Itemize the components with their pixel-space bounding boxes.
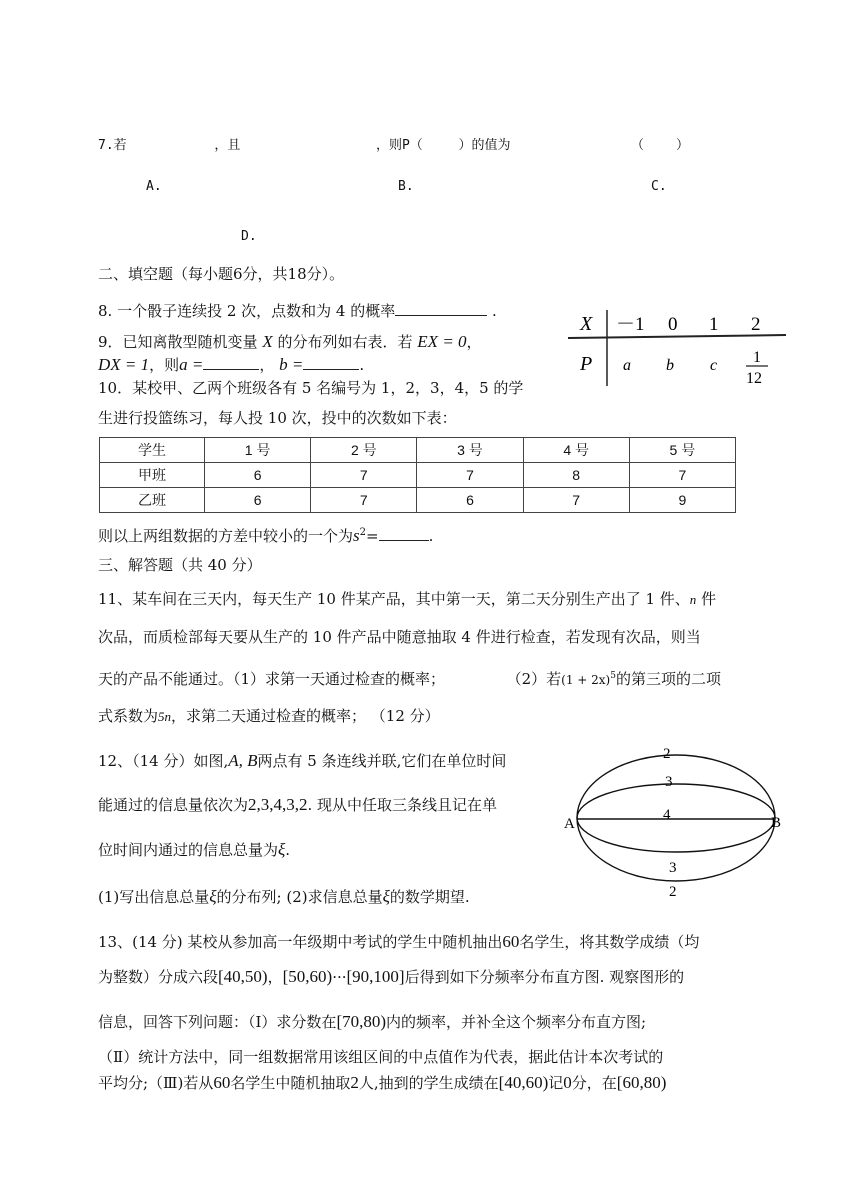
node-b-label: B (771, 815, 782, 831)
header-cell: 1 号 (205, 438, 311, 463)
q11-line2: 次品，而质检部每天要从生产的 10 件产品中随意抽取 4 件进行检查，若发现有次品，则当 (98, 628, 701, 646)
q8-line (98, 301, 497, 321)
q11-part3: 的第三项的二项 (615, 670, 721, 688)
table-frac-num: 1 (753, 349, 761, 366)
table-p-c: c (710, 357, 718, 374)
q13-interval-4: [70,80) (336, 1012, 387, 1031)
q7-then: ，则P（ (375, 138, 423, 153)
header-cell: 5 号 (629, 438, 735, 463)
q12-text3: 位时间内通过的信息总量为 (98, 841, 279, 859)
q10-after: 则以上两组数据的方差中较小的一个为$s^2=$ . (98, 526, 434, 545)
table-x-val-0: －1 (616, 314, 645, 335)
q12-line4 (98, 887, 470, 907)
q12-text2: 能通过的信息量依次为 (98, 796, 249, 814)
table-x-label: X (580, 313, 593, 335)
q13-text3b: 内的频率，并补全这个频率分布直方图; (386, 1013, 647, 1031)
table-x-val-3: 2 (751, 314, 761, 335)
q7-and: ，且 (214, 138, 241, 153)
table-cell: 7 (311, 463, 417, 488)
q9-blank-a (203, 355, 259, 370)
q13-text5e: 分，在 (571, 1074, 617, 1092)
node-a-label: A (564, 816, 575, 832)
q11-text1: 11、某车间在三天内，每天生产 10 件某产品，其中第一天，第二天分别生产出了 1 件、 (98, 590, 690, 608)
q13-60b: 60 (213, 1073, 231, 1092)
q11-part2: （2）若 (506, 670, 562, 688)
q12-xi: ξ (278, 840, 286, 859)
q11-part4: 式系数为 (98, 707, 159, 725)
table-row (100, 488, 736, 513)
q11-part1: 天的产品不能通过。（1）求第一天通过检查的概率； (98, 670, 446, 688)
header-cell: 学生 (100, 438, 205, 463)
q13-text1: 13、(14 分) 某校从参加高一年级期中考试的学生中随机抽出 (98, 933, 503, 951)
table-cell: 8 (523, 463, 629, 488)
line-label-top: 2 (663, 746, 671, 762)
q12-xi-3: ξ (382, 887, 390, 906)
q9-var: X (262, 332, 273, 351)
q12-text1b: 两点有 5 条连线并联,它们在单位时间 (257, 752, 507, 770)
q13-sep: ， (267, 968, 283, 986)
q12-line1 (98, 751, 506, 771)
q7-line (98, 134, 510, 153)
q8-blank (395, 301, 487, 316)
q10-after-text: 则以上两组数据的方差中较小的一个为 (98, 527, 354, 545)
q11-part5: ，求第二天通过检查的概率； （12 分） (171, 707, 440, 725)
q13-interval-3: [90,100] (346, 967, 405, 986)
q9-blank-b (303, 355, 359, 370)
q13-interval-6: [60,80) (616, 1073, 667, 1092)
line-label-bottom: 2 (669, 884, 677, 900)
q8-end: . (492, 302, 497, 320)
q9-then: ，则 (149, 356, 180, 374)
q10-s: s (353, 526, 360, 545)
q10-line2: 生进行投篮练习，每人投 10 次，投中的次数如下表： (98, 409, 457, 427)
q11-line3 (98, 666, 721, 690)
table-cell: 7 (311, 488, 417, 513)
q7-number: 7.若 (98, 138, 127, 153)
q13-interval-2: [50,60) (282, 967, 333, 986)
header-cell: 4 号 (523, 438, 629, 463)
q13-line2 (98, 967, 684, 987)
table-cell: 7 (523, 488, 629, 513)
table-cell: 7 (629, 463, 735, 488)
table-frac-den: 12 (746, 370, 762, 387)
q9-line2: DX = 1，则a = ， b = . (98, 355, 365, 374)
header-cell: 2 号 (311, 438, 417, 463)
q12-text2b: . 现从中任取三条线且记在单 (307, 796, 498, 814)
q11-expr: (1 + 2x) (561, 673, 611, 687)
q12-text4b: 的分布列; (2)求信息总量 (216, 888, 383, 906)
q13-60: 60 (502, 932, 520, 951)
q11-exp: 5 (610, 671, 616, 681)
q13-text3: 信息，回答下列问题：（Ⅰ）求分数在 (98, 1013, 337, 1031)
q13-text1b: 名学生，将其数学成绩（均 (519, 933, 700, 951)
q9-ex: EX = 0 (417, 332, 467, 351)
q13-0: 0 (563, 1073, 572, 1092)
q7-value: ）的值为 (458, 138, 511, 153)
q13-dots: ··· (332, 968, 347, 986)
q9-text1: 9．已知离散型随机变量 (98, 333, 258, 351)
q8-text: 8. 一个骰子连续投 2 次，点数和为 4 的概率 (98, 302, 396, 320)
section3-heading: 三、解答题（共 40 分） (98, 556, 262, 574)
q13-line3 (98, 1012, 646, 1032)
q13-interval-5: [40,60) (498, 1073, 549, 1092)
q12-ab: A, B (228, 751, 258, 770)
table-cell: 6 (417, 488, 523, 513)
q11-line4 (98, 706, 440, 727)
line-label-lower: 3 (669, 860, 677, 876)
q11-line1 (98, 589, 716, 610)
table-cell: 7 (417, 463, 523, 488)
table-x-val-1: 0 (668, 314, 678, 335)
q12-text4c: 的数学期望. (389, 888, 470, 906)
table-row (100, 463, 736, 488)
q10-line1: 10．某校甲、乙两个班级各有 5 名编号为 1，2，3，4，5 的学 (98, 379, 524, 397)
q13-line1 (98, 932, 699, 952)
q12-line3 (98, 840, 290, 860)
q13-text2: 为整数）分成六段 (98, 968, 219, 986)
q7-option-c: C. (651, 179, 667, 194)
q10-blank (379, 526, 429, 541)
q11-n: n (689, 592, 697, 607)
q13-text5c: 人,抽到的学生成绩在 (358, 1074, 499, 1092)
row-label: 乙班 (100, 488, 205, 513)
q13-text2b: 后得到如下分频率分布直方图. 观察图形的 (404, 968, 685, 986)
q7-answer-paren (631, 134, 689, 153)
q12-text4a: (1)写出信息总量 (98, 888, 210, 906)
table-cell: 6 (205, 488, 311, 513)
q13-text5a: 平均分;（Ⅲ)若从 (98, 1074, 214, 1092)
paren-open: （ (631, 138, 645, 153)
q11-5n: 5n (158, 709, 172, 724)
q9-text1b: 的分布列如右表．若 (277, 333, 413, 351)
table-p-label: P (580, 353, 593, 375)
table-hrule (568, 335, 786, 338)
header-cell: 3 号 (417, 438, 523, 463)
q9-b: b = (279, 355, 304, 374)
paren-close: ） (676, 138, 690, 153)
q13-text5d: 记 (548, 1074, 564, 1092)
q12-dot: . (285, 841, 291, 859)
q13-interval-1: [40,50) (218, 967, 268, 986)
table-p-b: b (666, 357, 674, 374)
q10-eq: = (366, 527, 379, 545)
table-header-row (100, 438, 736, 463)
q12-text1: 12、（14 分）如图, (98, 752, 229, 770)
q7-option-b: B. (398, 179, 414, 194)
q7-option-d: D. (241, 229, 257, 244)
q9-distribution-table (560, 306, 790, 388)
q9-a: a = (179, 355, 204, 374)
q12-nums: 2,3,4,3,2 (248, 795, 308, 814)
table-cell: 9 (629, 488, 735, 513)
q13-line5 (98, 1073, 666, 1093)
table-cell: 6 (205, 463, 311, 488)
q12-circuit-diagram (560, 738, 800, 903)
section2-heading: 二、填空题（每小题6分，共18分）。 (98, 265, 345, 283)
table-x-val-2: 1 (709, 314, 719, 335)
table-p-a: a (623, 357, 631, 374)
row-label: 甲班 (100, 463, 205, 488)
q9-line1: 9．已知离散型随机变量 X 的分布列如右表．若 EX = 0， (98, 332, 482, 351)
q13-2: 2 (350, 1073, 359, 1092)
q11-end1: 件 (701, 590, 717, 608)
q7-option-a: A. (146, 179, 162, 194)
q12-xi-2: ξ (209, 887, 217, 906)
q10-sup: 2 (359, 527, 367, 538)
line-label-upper: 3 (665, 774, 673, 790)
q13-text5b: 名学生中随机抽取 (230, 1074, 351, 1092)
q9-dx: DX = 1 (98, 355, 150, 374)
score-table (99, 437, 736, 513)
q13-line4: （Ⅱ）统计方法中，同一组数据常用该组区间的中点值作为代表，据此估计本次考试的 (98, 1048, 664, 1066)
line-label-middle: 4 (663, 807, 671, 823)
q12-line2 (98, 795, 497, 815)
inner-ellipse (577, 784, 775, 852)
